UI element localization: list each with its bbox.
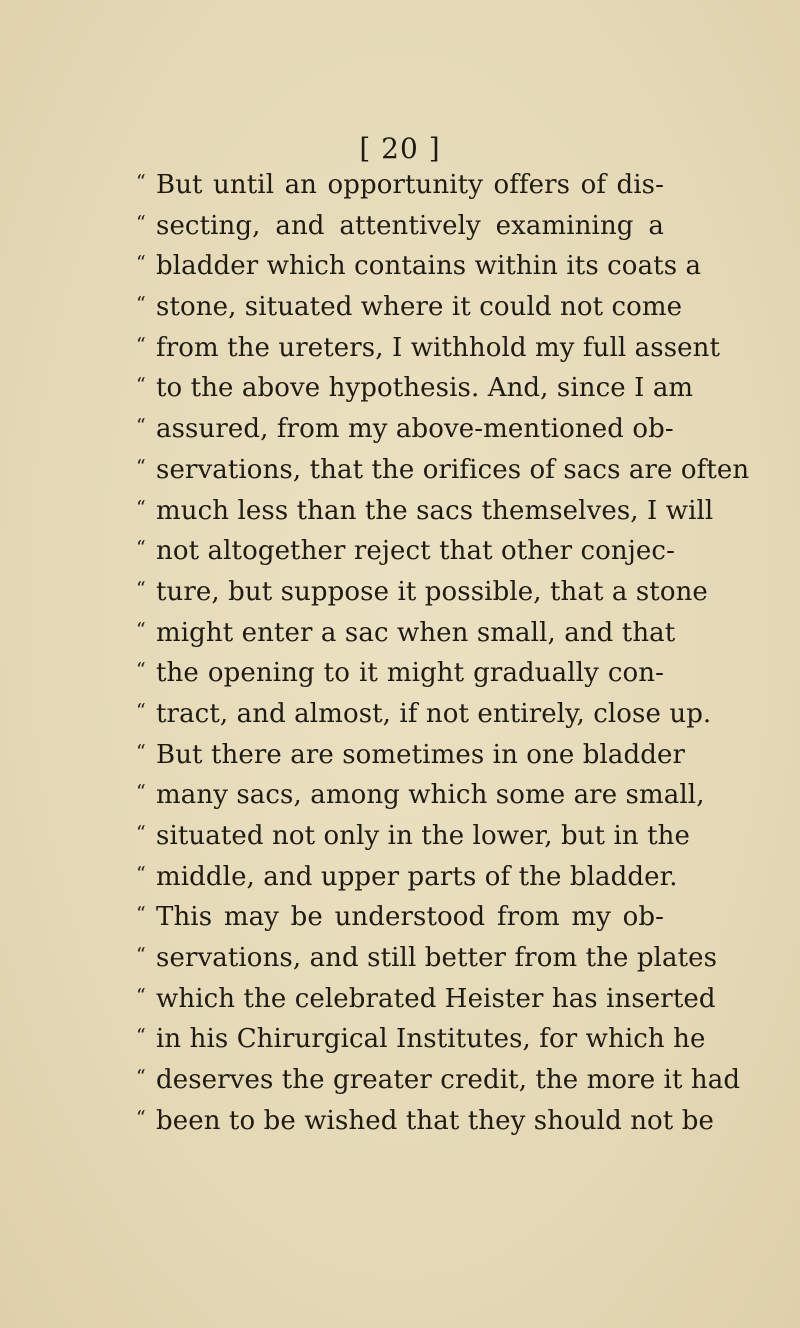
text-line: [136, 332, 721, 374]
quote-mark: “: [136, 699, 146, 722]
text-line: [136, 658, 664, 699]
text-line: [136, 170, 664, 211]
text-line: [136, 739, 685, 781]
text-line: [136, 943, 718, 984]
line-text: assured, from my above-mentioned ob-: [156, 414, 674, 445]
line-text: But until an opportunity offers of dis-: [156, 170, 664, 200]
body-text: [136, 170, 750, 1147]
quote-mark: “: [136, 455, 146, 478]
text-line: [136, 1105, 714, 1147]
line-text: not altogether reject that other conjec-: [156, 536, 675, 567]
quote-mark: “: [136, 1106, 146, 1129]
quote-mark: “: [136, 171, 146, 193]
line-text: This may be understood from my ob-: [156, 902, 664, 933]
quote-mark: “: [136, 1025, 146, 1048]
line-text: secting, and attentively examining a: [156, 210, 664, 241]
quote-mark: “: [136, 293, 146, 316]
quote-mark: “: [136, 252, 146, 275]
line-text: many sacs, among which some are small,: [156, 780, 705, 811]
line-text: middle, and upper parts of the bladder.: [156, 861, 678, 892]
quote-mark: “: [136, 577, 146, 600]
page-number: [ 20 ]: [359, 132, 441, 165]
text-line: [136, 1024, 706, 1065]
quote-mark: “: [136, 822, 146, 844]
text-line: [136, 292, 683, 333]
line-text: might enter a sac when small, and that: [156, 617, 676, 648]
quote-mark: “: [136, 740, 146, 763]
line-text: servations, that the orifices of sacs are often: [156, 454, 750, 485]
text-line: [136, 251, 702, 292]
line-text: which the celebrated Heister has inserted: [156, 983, 716, 1014]
line-text: ture, but suppose it possible, that a stone: [156, 576, 708, 607]
quote-mark: “: [136, 903, 146, 926]
text-line: [136, 495, 714, 537]
quote-mark: “: [136, 1066, 146, 1089]
line-text: deserves the greater credit, the more it had: [156, 1065, 741, 1096]
text-line: [136, 861, 678, 903]
text-line: [136, 780, 705, 821]
line-text: been to be wished that they should not be: [156, 1105, 714, 1136]
text-line: [136, 617, 676, 659]
quote-mark: “: [136, 333, 146, 356]
line-text: bladder which contains within its coats a: [156, 251, 702, 282]
quote-mark: “: [136, 944, 146, 967]
text-line: [136, 902, 664, 943]
text-line: [136, 821, 690, 862]
line-text: in his Chirurgical Institutes, for which he: [156, 1024, 706, 1055]
quote-mark: “: [136, 659, 146, 682]
text-line: [136, 983, 716, 1025]
text-line: [136, 576, 708, 618]
text-line: [136, 454, 750, 496]
quote-mark: “: [136, 537, 146, 560]
line-text: stone, situated where it could not come: [156, 292, 683, 323]
line-text: tract, and almost, if not entirely, close up.: [156, 698, 712, 729]
quote-mark: “: [136, 211, 146, 234]
quote-mark: “: [136, 374, 146, 397]
line-text: the opening to it might gradually con-: [156, 658, 664, 689]
quote-mark: “: [136, 415, 146, 438]
text-line: [136, 414, 674, 455]
quote-mark: “: [136, 984, 146, 1007]
text-line: [136, 1065, 741, 1106]
line-text: to the above hypothesis. And, since I am: [156, 373, 694, 404]
text-line: [136, 211, 664, 252]
quote-mark: “: [136, 862, 146, 885]
text-line: [136, 373, 694, 414]
line-text: from the ureters, I withhold my full assent: [156, 332, 721, 363]
text-line: [136, 536, 675, 577]
line-text: much less than the sacs themselves, I will: [156, 495, 714, 526]
line-text: But there are sometimes in one bladder: [156, 739, 685, 770]
quote-mark: “: [136, 781, 146, 804]
text-line: [136, 698, 712, 740]
quote-mark: “: [136, 496, 146, 519]
line-text: servations, and still better from the plates: [156, 943, 718, 974]
quote-mark: “: [136, 618, 146, 641]
line-text: situated not only in the lower, but in the: [156, 821, 690, 851]
